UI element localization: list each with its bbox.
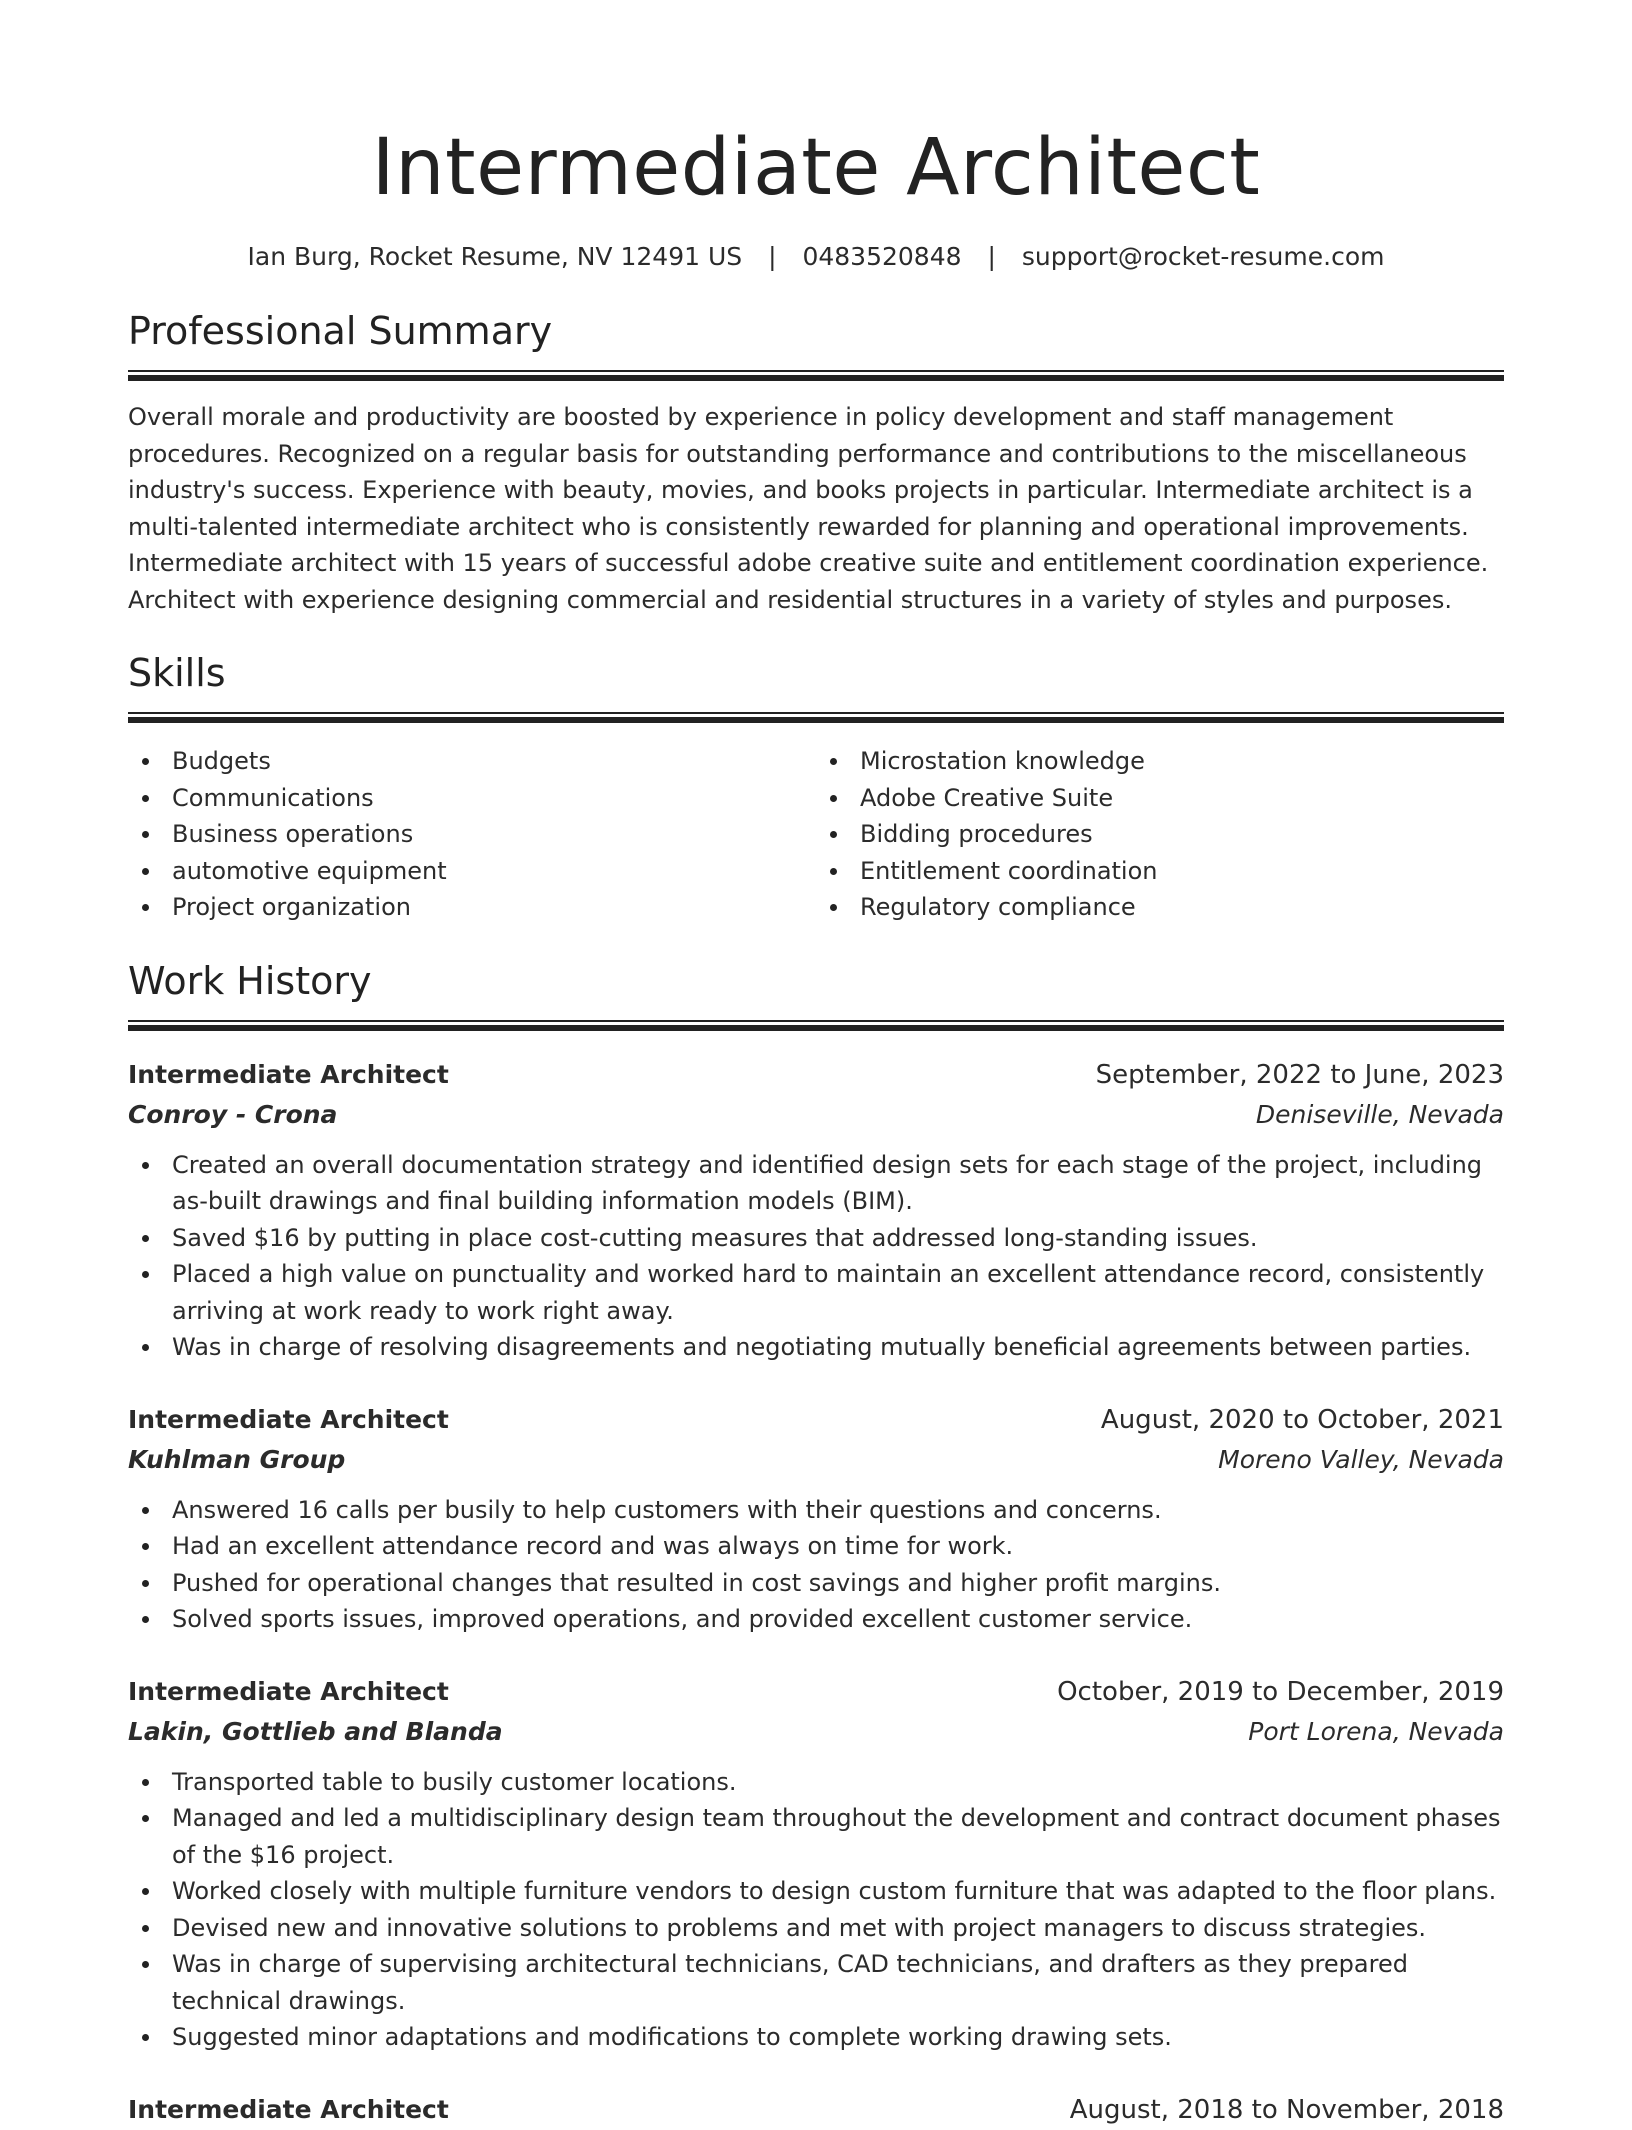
job-company-row bbox=[128, 1440, 1504, 1480]
duty-item: Saved $16 by putting in place cost-cutting measures that addressed long-standing issues. bbox=[128, 1220, 1504, 1257]
work-history-heading: Work History bbox=[128, 958, 372, 1003]
resume-name: Intermediate Architect bbox=[371, 123, 1261, 213]
skill-item: Bidding procedures bbox=[816, 816, 1504, 853]
job-header-row bbox=[128, 1672, 1504, 1712]
skill-item: Entitlement coordination bbox=[816, 853, 1504, 890]
job-company-row bbox=[128, 1095, 1504, 1135]
skill-item: Regulatory compliance bbox=[816, 889, 1504, 926]
job-duties bbox=[128, 1492, 1504, 1638]
duty-item: Was in charge of supervising architectural technicians, CAD technicians, and drafters as they prepared technical drawings. bbox=[128, 1946, 1504, 2019]
skill-item: Adobe Creative Suite bbox=[816, 780, 1504, 817]
duty-item: Answered 16 calls per busily to help customers with their questions and concerns. bbox=[128, 1492, 1504, 1529]
job-entry bbox=[128, 2090, 1504, 2130]
job-header-row bbox=[128, 1400, 1504, 1440]
skill-item: automotive equipment bbox=[128, 853, 816, 890]
contact-address: Ian Burg, Rocket Resume, NV 12491 US bbox=[247, 242, 743, 271]
duty-item: Was in charge of resolving disagreements and negotiating mutually beneficial agreements between parties. bbox=[128, 1329, 1504, 1366]
skill-item: Microstation knowledge bbox=[816, 743, 1504, 780]
job-entry bbox=[128, 1055, 1504, 1366]
duty-item: Transported table to busily customer locations. bbox=[128, 1764, 1504, 1801]
skills-column-right bbox=[816, 743, 1504, 926]
skills-grid bbox=[128, 743, 1504, 926]
job-title: Intermediate Architect bbox=[128, 1404, 449, 1434]
job-header-row bbox=[128, 2090, 1504, 2130]
job-company: Conroy - Crona bbox=[128, 1099, 338, 1129]
job-company: Kuhlman Group bbox=[128, 1444, 346, 1474]
job-dates: September, 2022 to June, 2023 bbox=[1095, 1059, 1504, 1090]
job-location: Port Lorena, Nevada bbox=[1248, 1716, 1504, 1746]
summary-section bbox=[128, 308, 1504, 618]
duty-item: Suggested minor adaptations and modifications to complete working drawing sets. bbox=[128, 2019, 1504, 2056]
skill-item: Project organization bbox=[128, 889, 816, 926]
work-history-section bbox=[128, 958, 1504, 2130]
duty-item: Managed and led a multidisciplinary design team throughout the development and contract document phases of the $16 project. bbox=[128, 1800, 1504, 1873]
job-entry bbox=[128, 1672, 1504, 2056]
skills-heading: Skills bbox=[128, 651, 226, 695]
duty-item: Created an overall documentation strategy and identified design sets for each stage of the project, including as-built drawings and final building information models (BIM). bbox=[128, 1147, 1504, 1220]
job-location: Deniseville, Nevada bbox=[1255, 1099, 1504, 1129]
summary-text: Overall morale and productivity are boosted by experience in policy development and staff management procedures. Recognized on a regular basis for outstanding performance and contributions to the miscellaneous industry's success. Experience with beauty, movies, and books projects in particular. Intermediate architect is a multi-talented intermediate architect who is consistently rewarded for planning and operational improvements. Intermediate architect with 15 years of successful adobe creative suite and entitlement coordination experience. Architect with experience designing commercial and residential structures in a variety of styles and purposes. bbox=[128, 403, 1489, 614]
duty-item: Pushed for operational changes that resulted in cost savings and higher profit margins. bbox=[128, 1565, 1504, 1602]
duty-item: Solved sports issues, improved operations, and provided excellent customer service. bbox=[128, 1601, 1504, 1638]
skills-section bbox=[128, 650, 1504, 926]
contact-phone: 0483520848 bbox=[802, 242, 962, 271]
section-divider bbox=[128, 1020, 1504, 1031]
contact-separator: | bbox=[987, 242, 996, 271]
summary-heading: Professional Summary bbox=[128, 309, 553, 353]
job-dates: October, 2019 to December, 2019 bbox=[1057, 1676, 1504, 1707]
job-duties bbox=[128, 1764, 1504, 2056]
job-company: Lakin, Gottlieb and Blanda bbox=[128, 1716, 503, 1746]
skill-item: Business operations bbox=[128, 816, 816, 853]
section-divider bbox=[128, 370, 1504, 381]
job-title: Intermediate Architect bbox=[128, 2094, 449, 2124]
duty-item: Had an excellent attendance record and was always on time for work. bbox=[128, 1528, 1504, 1565]
skill-item: Communications bbox=[128, 780, 816, 817]
section-divider bbox=[128, 712, 1504, 723]
job-title: Intermediate Architect bbox=[128, 1676, 449, 1706]
duty-item: Devised new and innovative solutions to problems and met with project managers to discuss strategies. bbox=[128, 1910, 1504, 1947]
job-title: Intermediate Architect bbox=[128, 1059, 449, 1089]
job-entry bbox=[128, 1400, 1504, 1638]
duty-item: Worked closely with multiple furniture vendors to design custom furniture that was adapted to the floor plans. bbox=[128, 1873, 1504, 1910]
contact-separator: | bbox=[768, 242, 777, 271]
job-header-row bbox=[128, 1055, 1504, 1095]
job-dates: August, 2018 to November, 2018 bbox=[1069, 2094, 1504, 2125]
job-duties bbox=[128, 1147, 1504, 1366]
skill-item: Budgets bbox=[128, 743, 816, 780]
contact-email[interactable]: support@rocket-resume.com bbox=[1021, 242, 1385, 271]
job-dates: August, 2020 to October, 2021 bbox=[1100, 1404, 1504, 1435]
skills-column-left bbox=[128, 743, 816, 926]
job-location: Moreno Valley, Nevada bbox=[1218, 1444, 1504, 1474]
duty-item: Placed a high value on punctuality and worked hard to maintain an excellent attendance record, consistently arriving at work ready to work right away. bbox=[128, 1256, 1504, 1329]
job-company-row bbox=[128, 1712, 1504, 1752]
contact-line bbox=[128, 240, 1504, 274]
